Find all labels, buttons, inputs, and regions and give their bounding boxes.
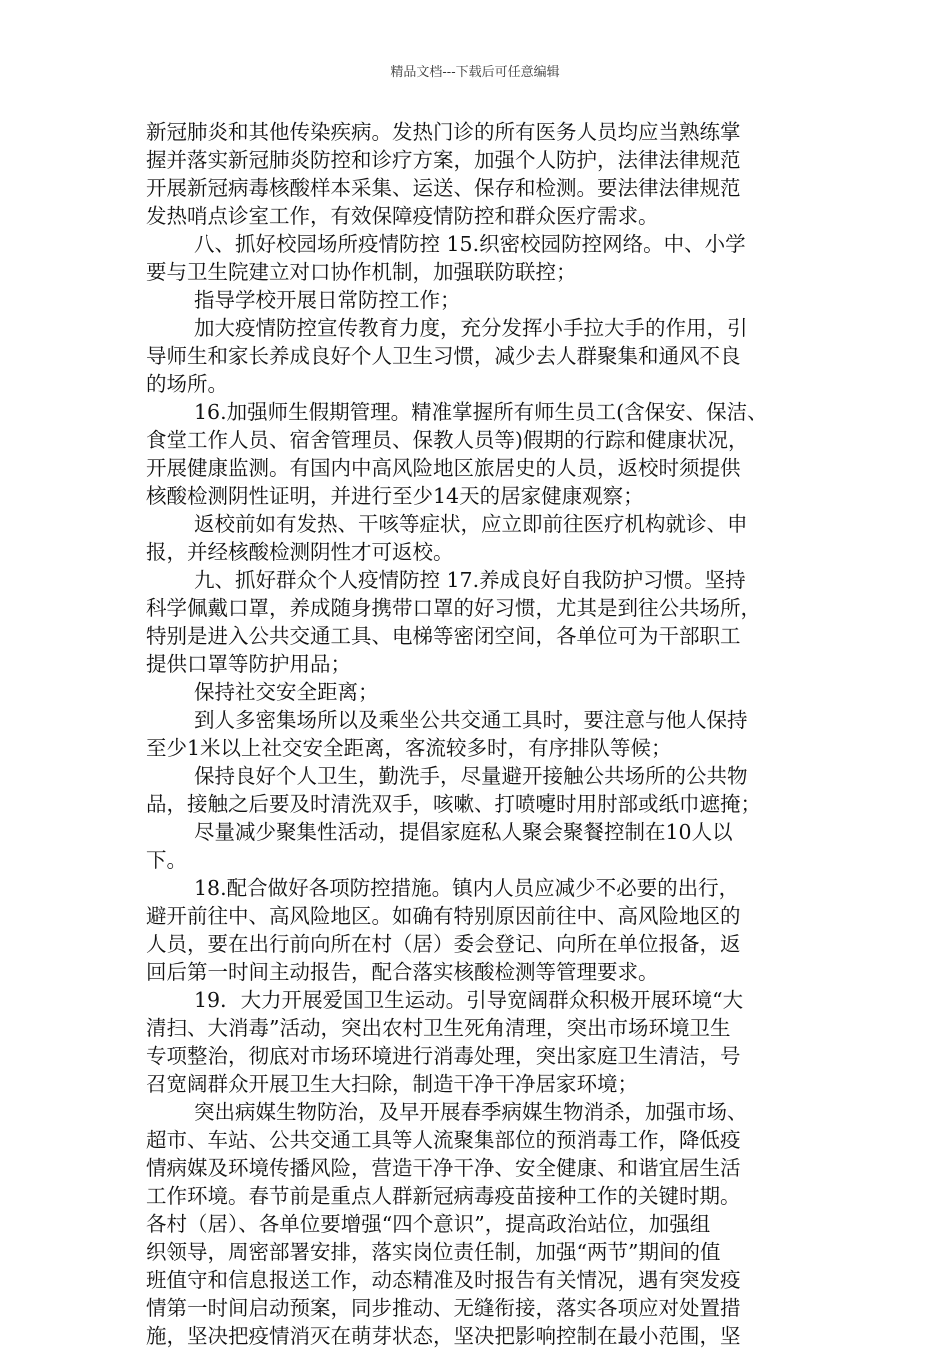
text-line: 提供口罩等防护用品； (146, 652, 351, 676)
text-line: 新冠肺炎和其他传染疾病。发热门诊的所有医务人员均应当熟练掌 (146, 120, 741, 144)
text-line: 情第一时间启动预案，同步推动、无缝衔接，落实各项应对处置措 (146, 1296, 741, 1320)
text-line: 的场所。 (146, 372, 228, 396)
text-line: 专项整治，彻底对市场环境进行消毒处理，突出家庭卫生清洁，号 (146, 1044, 741, 1068)
text-line: 品，接触之后要及时清洗双手，咳嗽、打喷嚏时用肘部或纸巾遮掩； (146, 792, 761, 816)
text-line: 返校前如有发热、干咳等症状，应立即前往医疗机构就诊、申 (194, 512, 748, 536)
text-line: 报，并经核酸检测阴性才可返校。 (146, 540, 454, 564)
text-line: 尽量减少聚集性活动，提倡家庭私人聚会聚餐控制在10人以 (194, 820, 733, 844)
text-line: 至少1米以上社交安全距离，客流较多时，有序排队等候； (146, 736, 672, 760)
text-line: 回后第一时间主动报告，配合落实核酸检测等管理要求。 (146, 960, 659, 984)
text-line: 18.配合做好各项防控措施。镇内人员应减少不必要的出行， (194, 876, 740, 900)
text-line: 情病媒及环境传播风险，营造干净干净、安全健康、和谐宜居生活 (146, 1156, 741, 1180)
text-line: 开展健康监测。有国内中高风险地区旅居史的人员，返校时须提供 (146, 456, 741, 480)
text-line: 九、抓好群众个人疫情防控 17.养成良好自我防护习惯。坚持 (194, 568, 746, 592)
text-line: 19．大力开展爱国卫生运动。引导宽阔群众积极开展环境“大 (194, 988, 744, 1012)
text-line: 织领导，周密部署安排，落实岗位责任制，加强“两节”期间的值 (146, 1240, 721, 1264)
page-header: 精品文档---下载后可任意编辑 (390, 65, 560, 80)
text-line: 保持社交安全距离； (194, 680, 379, 704)
text-line: 加大疫情防控宣传教育力度，充分发挥小手拉大手的作用，引 (194, 316, 748, 340)
text-line: 要与卫生院建立对口协作机制，加强联防联控； (146, 260, 577, 284)
text-line: 核酸检测阴性证明，并进行至少14天的居家健康观察； (146, 484, 644, 508)
text-line: 人员，要在出行前向所在村（居）委会登记、向所在单位报备，返 (146, 932, 741, 956)
text-line: 各村（居）、各单位要增强“四个意识”，提高政治站位，加强组 (146, 1212, 711, 1236)
text-line: 发热哨点诊室工作，有效保障疫情防控和群众医疗需求。 (146, 204, 659, 228)
text-line: 召宽阔群众开展卫生大扫除，制造干净干净居家环境； (146, 1072, 638, 1096)
text-line: 特别是进入公共交通工具、电梯等密闭空间，各单位可为干部职工 (146, 624, 741, 648)
text-line: 突出病媒生物防治，及早开展春季病媒生物消杀，加强市场、 (194, 1100, 748, 1124)
text-line: 班值守和信息报送工作，动态精准及时报告有关情况，遇有突发疫 (146, 1268, 741, 1292)
text-line: 16.加强师生假期管理。精准掌握所有师生员工(含保安、保洁、 (194, 400, 768, 424)
text-line: 超市、车站、公共交通工具等人流聚集部位的预消毒工作，降低疫 (146, 1128, 741, 1152)
text-line: 八、抓好校园场所疫情防控 15.织密校园防控网络。中、小学 (194, 232, 746, 256)
text-line: 避开前往中、高风险地区。如确有特别原因前往中、高风险地区的 (146, 904, 741, 928)
text-line: 指导学校开展日常防控工作； (194, 288, 461, 312)
text-line: 握并落实新冠肺炎防控和诊疗方案，加强个人防护，法律法律规范 (146, 148, 741, 172)
text-line: 下。 (146, 848, 187, 872)
text-line: 清扫、大消毒”活动，突出农村卫生死角清理，突出市场环境卫生 (146, 1016, 731, 1040)
text-line: 导师生和家长养成良好个人卫生习惯，减少去人群聚集和通风不良 (146, 344, 741, 368)
text-line: 食堂工作人员、宿舍管理员、保教人员等)假期的行踪和健康状况， (146, 428, 749, 452)
text-line: 开展新冠病毒核酸样本采集、运送、保存和检测。要法律法律规范 (146, 176, 741, 200)
document-body (146, 118, 810, 1350)
text-line: 保持良好个人卫生，勤洗手，尽量避开接触公共场所的公共物 (194, 764, 748, 788)
text-line: 到人多密集场所以及乘坐公共交通工具时，要注意与他人保持 (194, 708, 748, 732)
text-line: 施，坚决把疫情消灭在萌芽状态，坚决把影响控制在最小范围，坚 (146, 1324, 741, 1348)
text-line: 科学佩戴口罩，养成随身携带口罩的好习惯，尤其是到往公共场所， (146, 596, 761, 620)
text-line: 工作环境。春节前是重点人群新冠病毒疫苗接种工作的关键时期。 (146, 1184, 741, 1208)
